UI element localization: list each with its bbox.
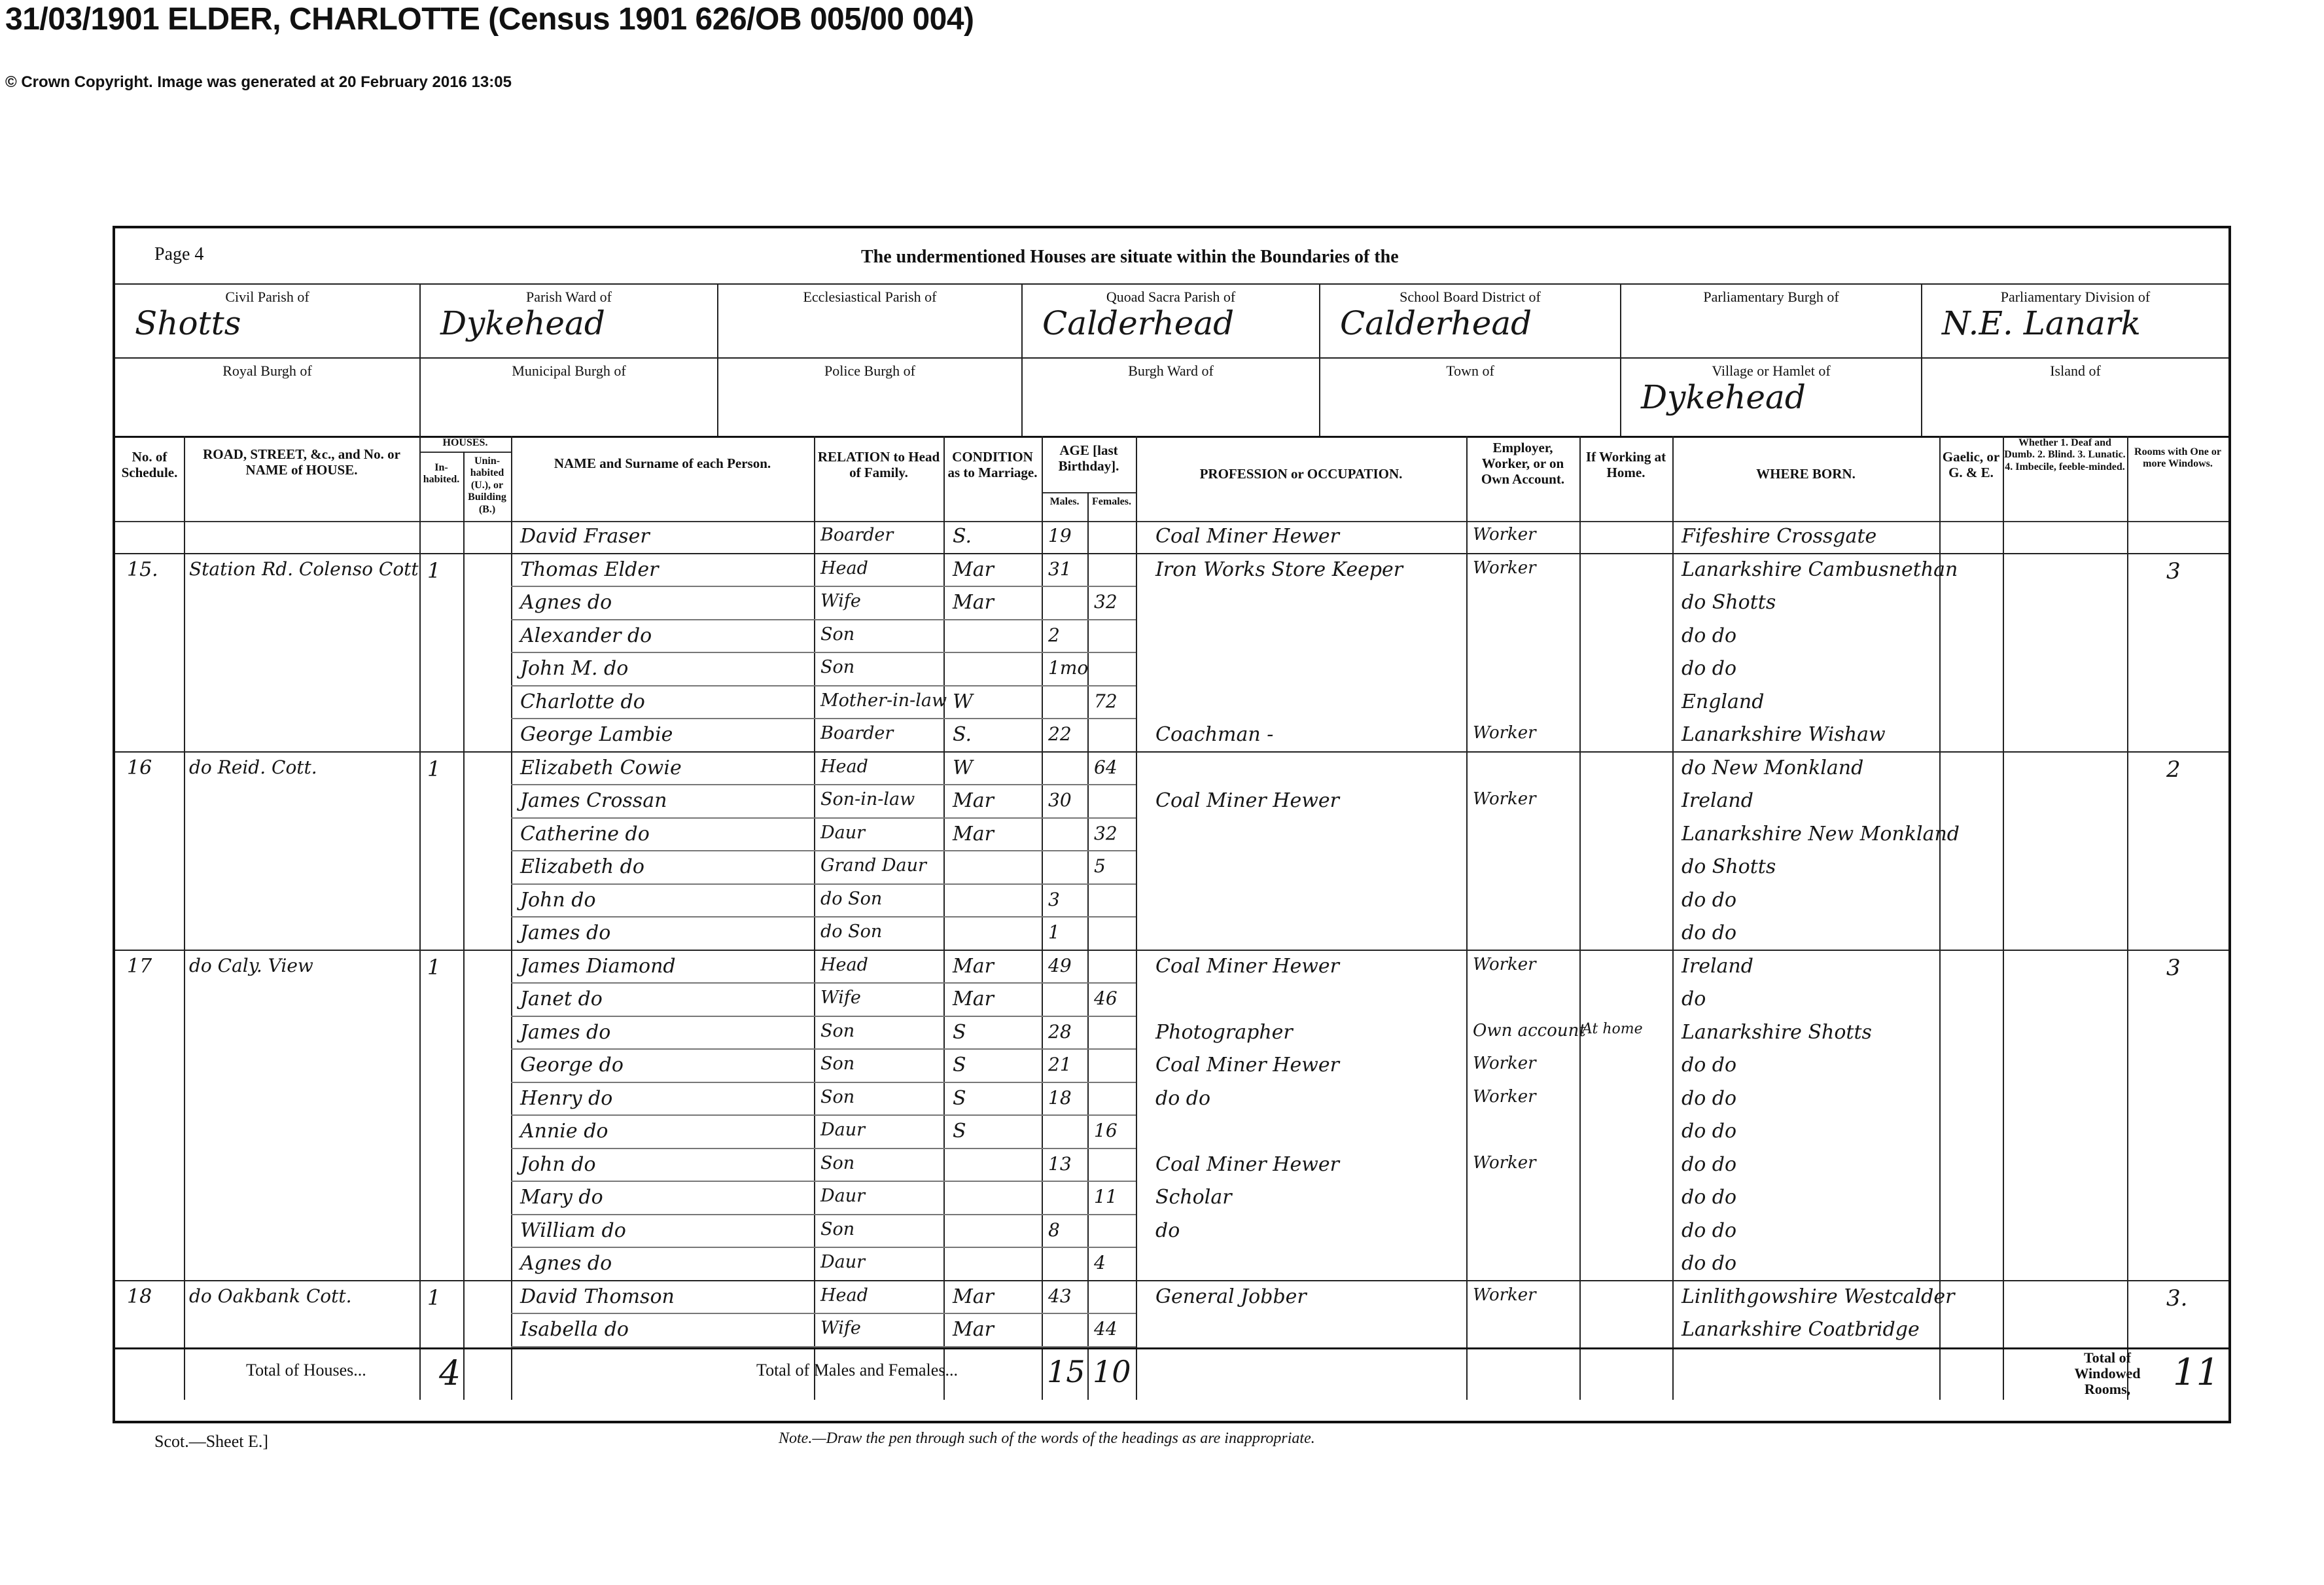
cell-relation: Boarder bbox=[820, 525, 894, 545]
cell-relation: Head bbox=[820, 1285, 868, 1306]
cell-where-born: do do bbox=[1681, 624, 1737, 647]
cell-occupation: Iron Works Store Keeper bbox=[1155, 558, 1403, 581]
table-row bbox=[115, 521, 2228, 554]
table-row bbox=[115, 1017, 2228, 1050]
cell-where-born: do bbox=[1681, 988, 1706, 1010]
cell-age-male: 1mo bbox=[1048, 657, 1089, 679]
cell-relation: Son bbox=[820, 624, 855, 645]
cell-condition: S. bbox=[953, 723, 972, 746]
register-field-value: N.E. Lanark bbox=[1942, 304, 2141, 342]
col-head-condition: CONDITION as to Marriage. bbox=[947, 449, 1038, 481]
col-head-where-born: WHERE BORN. bbox=[1756, 466, 1856, 482]
cell-where-born: Ireland bbox=[1681, 954, 1753, 978]
table-bottom-rule bbox=[115, 1347, 2228, 1349]
sheet-label: Scot.—Sheet E.] bbox=[154, 1432, 269, 1451]
cell-age-female: 46 bbox=[1094, 988, 1118, 1009]
cell-condition: Mar bbox=[953, 591, 994, 614]
cell-age-female: 72 bbox=[1094, 690, 1118, 712]
col-head-occupation: PROFESSION or OCCUPATION. bbox=[1199, 466, 1403, 482]
cell-condition: S bbox=[953, 1120, 966, 1143]
register-field-value: Shotts bbox=[135, 304, 241, 342]
table-row bbox=[115, 1215, 2228, 1249]
cell-name: George do bbox=[520, 1054, 624, 1077]
cell-relation: Grand Daur bbox=[820, 855, 926, 876]
cell-rooms: 3. bbox=[2166, 1285, 2188, 1311]
register-field-value: Calderhead bbox=[1042, 304, 1235, 342]
cell-schedule: 17 bbox=[127, 954, 152, 978]
page-label: Page 4 bbox=[154, 244, 204, 264]
cell-name: Charlotte do bbox=[520, 690, 645, 713]
cell-inhabited: 1 bbox=[427, 1285, 441, 1310]
cell-name: Agnes do bbox=[520, 1252, 612, 1275]
cell-schedule: 16 bbox=[127, 756, 152, 779]
register-field bbox=[115, 285, 419, 359]
cell-where-born: Fifeshire Crossgate bbox=[1681, 525, 1877, 548]
cell-occupation: Coal Miner Hewer bbox=[1155, 525, 1339, 548]
cell-rooms: 2 bbox=[2166, 756, 2181, 783]
census-sheet bbox=[113, 226, 2231, 1423]
cell-schedule: 18 bbox=[127, 1285, 152, 1308]
cell-where-born: do do bbox=[1681, 1186, 1737, 1209]
register-field bbox=[419, 359, 717, 437]
table-row bbox=[115, 719, 2228, 753]
cell-employer: Worker bbox=[1473, 954, 1536, 974]
cell-condition: Mar bbox=[953, 558, 994, 581]
cell-condition: W bbox=[953, 756, 973, 779]
col-head-working-home: If Working at Home. bbox=[1585, 449, 1666, 481]
register-field bbox=[717, 285, 1021, 359]
cell-rooms: 3 bbox=[2166, 954, 2181, 981]
cell-occupation: Photographer bbox=[1155, 1020, 1293, 1044]
cell-where-born: do do bbox=[1681, 888, 1737, 912]
cell-age-female: 64 bbox=[1094, 756, 1118, 778]
cell-relation: do Son bbox=[820, 921, 883, 942]
cell-name: William do bbox=[520, 1219, 626, 1242]
col-head-road: ROAD, STREET, &c., and No. or NAME of HOUSE. bbox=[203, 446, 400, 478]
cell-employer: Worker bbox=[1473, 1152, 1536, 1173]
table-row bbox=[115, 587, 2228, 620]
register-field-label: School Board District of bbox=[1400, 289, 1541, 305]
cell-schedule: 15. bbox=[127, 558, 158, 581]
register-field bbox=[1620, 285, 1921, 359]
register-field-label: Parliamentary Division of bbox=[2000, 289, 2151, 305]
register-field-value: Calderhead bbox=[1340, 304, 1532, 342]
cell-age-female: 16 bbox=[1094, 1120, 1118, 1141]
register-field-value: Dykehead bbox=[440, 304, 605, 342]
cell-relation: Wife bbox=[820, 591, 861, 611]
cell-name: James Diamond bbox=[520, 954, 676, 978]
register-row bbox=[115, 357, 2228, 437]
register-field-label: Ecclesiastical Parish of bbox=[803, 289, 937, 305]
col-head-uninhabited: Unin-habited (U.), or Building (B.) bbox=[468, 455, 506, 515]
col-head-name: NAME and Surname of each Person. bbox=[554, 455, 771, 471]
table-row bbox=[115, 1083, 2228, 1116]
register-field bbox=[1319, 359, 1620, 437]
cell-inhabited: 1 bbox=[427, 756, 441, 781]
col-head-females: Females. bbox=[1092, 496, 1131, 507]
table-row bbox=[115, 686, 2228, 720]
cell-condition: S bbox=[953, 1086, 966, 1110]
table-row bbox=[115, 1149, 2228, 1183]
household-rule bbox=[115, 553, 2228, 554]
table-row bbox=[115, 984, 2228, 1017]
cell-relation: Son bbox=[820, 1086, 855, 1107]
table-row bbox=[115, 819, 2228, 852]
total-houses-value: 4 bbox=[439, 1353, 461, 1393]
cell-occupation: Coal Miner Hewer bbox=[1155, 1054, 1339, 1077]
cell-employer: Worker bbox=[1473, 723, 1536, 743]
register-field-label: Island of bbox=[2050, 363, 2101, 379]
cell-name: Thomas Elder bbox=[520, 558, 659, 581]
cell-name: Agnes do bbox=[520, 591, 612, 614]
cell-occupation: do do bbox=[1155, 1086, 1211, 1110]
cell-where-born: England bbox=[1681, 690, 1765, 713]
register-field-label: Civil Parish of bbox=[225, 289, 309, 305]
cell-where-born: do do bbox=[1681, 1120, 1737, 1143]
cell-name: Isabella do bbox=[520, 1318, 629, 1341]
total-houses-label: Total of Houses... bbox=[246, 1360, 366, 1380]
table-row bbox=[115, 785, 2228, 819]
cell-age-female: 32 bbox=[1094, 591, 1118, 613]
col-head-age: AGE [last Birthday]. bbox=[1058, 442, 1119, 474]
table-row bbox=[115, 1314, 2228, 1347]
cell-inhabited: 1 bbox=[427, 558, 441, 583]
cell-name: John M. do bbox=[520, 657, 629, 680]
total-females-value: 10 bbox=[1093, 1353, 1131, 1389]
cell-relation: Daur bbox=[820, 822, 866, 843]
cell-name: James Crossan bbox=[520, 789, 667, 812]
cell-name: David Thomson bbox=[520, 1285, 675, 1308]
cell-condition: Mar bbox=[953, 1285, 994, 1308]
register-field-label: Burgh Ward of bbox=[1128, 363, 1214, 379]
cell-where-born: Lanarkshire Cambusnethan bbox=[1681, 558, 1958, 581]
register-field-label: Royal Burgh of bbox=[222, 363, 312, 379]
cell-condition: Mar bbox=[953, 1318, 994, 1341]
houses-subrule bbox=[419, 452, 511, 453]
table-row bbox=[115, 1281, 2228, 1315]
cell-name: John do bbox=[520, 888, 596, 912]
cell-relation: Son bbox=[820, 1020, 855, 1041]
boundary-heading: The undermentioned Houses are situate within the Boundaries of the bbox=[861, 247, 1399, 267]
register-field bbox=[717, 359, 1021, 437]
cell-where-born: do do bbox=[1681, 921, 1737, 944]
cell-relation: Son-in-law bbox=[820, 789, 915, 810]
total-persons-label: Total of Males and Females... bbox=[756, 1360, 958, 1380]
cell-name: John do bbox=[520, 1152, 596, 1176]
cell-employer: Worker bbox=[1473, 1054, 1536, 1073]
cell-name: David Fraser bbox=[520, 525, 650, 548]
cell-name: Alexander do bbox=[520, 624, 652, 647]
register-field-label: Village or Hamlet of bbox=[1712, 363, 1831, 379]
table-row bbox=[115, 1248, 2228, 1281]
table-row bbox=[115, 554, 2228, 588]
cell-employer: Worker bbox=[1473, 525, 1536, 544]
instruction-note: Note.—Draw the pen through such of the words of the headings as are inappropriate. bbox=[779, 1430, 1315, 1447]
cell-name: Elizabeth do bbox=[520, 855, 644, 878]
cell-relation: Head bbox=[820, 954, 868, 975]
cell-relation: Head bbox=[820, 558, 868, 579]
cell-condition: S bbox=[953, 1020, 966, 1044]
cell-age-male: 18 bbox=[1048, 1086, 1072, 1109]
table-row bbox=[115, 917, 2228, 951]
table-row bbox=[115, 1050, 2228, 1083]
register-field bbox=[1021, 285, 1319, 359]
total-males-value: 15 bbox=[1047, 1353, 1085, 1389]
cell-age-female: 44 bbox=[1094, 1318, 1118, 1340]
cell-age-male: 19 bbox=[1048, 525, 1072, 546]
cell-occupation: Coal Miner Hewer bbox=[1155, 1152, 1339, 1176]
total-rooms-label: Total of Windowed Rooms, bbox=[2074, 1349, 2141, 1397]
cell-age-male: 13 bbox=[1048, 1152, 1072, 1175]
register-field bbox=[1921, 359, 2228, 437]
cell-name: Catherine do bbox=[520, 822, 650, 846]
cell-occupation: General Jobber bbox=[1155, 1285, 1307, 1308]
register-field bbox=[1921, 285, 2228, 359]
cell-relation: Son bbox=[820, 1054, 855, 1074]
cell-age-male: 28 bbox=[1048, 1020, 1072, 1042]
cell-where-born: Ireland bbox=[1681, 789, 1753, 812]
cell-relation: Head bbox=[820, 756, 868, 777]
cell-road: do Oakbank Cott. bbox=[189, 1285, 352, 1307]
register-row bbox=[115, 283, 2228, 359]
cell-name: Janet do bbox=[520, 988, 603, 1010]
col-head-males: Males. bbox=[1049, 496, 1080, 507]
register-field bbox=[419, 285, 717, 359]
register-field bbox=[1319, 285, 1620, 359]
register-field bbox=[115, 359, 419, 437]
cell-condition: Mar bbox=[953, 954, 994, 978]
cell-relation: Daur bbox=[820, 1186, 866, 1206]
cell-occupation: Coachman - bbox=[1155, 723, 1274, 746]
table-row bbox=[115, 620, 2228, 654]
register-field-label: Parish Ward of bbox=[525, 289, 612, 305]
table-row bbox=[115, 851, 2228, 885]
age-subrule bbox=[1042, 492, 1136, 493]
col-head-schedule: No. of Schedule. bbox=[121, 449, 178, 481]
cell-where-born: Lanarkshire Wishaw bbox=[1681, 723, 1886, 746]
col-head-employer: Employer, Worker, or on Own Account. bbox=[1481, 440, 1565, 488]
cell-where-born: do do bbox=[1681, 1054, 1737, 1077]
cell-condition: Mar bbox=[953, 789, 994, 812]
table-row bbox=[115, 653, 2228, 686]
table-row bbox=[115, 951, 2228, 984]
cell-where-born: do Shotts bbox=[1681, 855, 1776, 878]
cell-condition: Mar bbox=[953, 822, 994, 846]
cell-name: James do bbox=[520, 921, 611, 944]
cell-name: George Lambie bbox=[520, 723, 673, 746]
cell-age-female: 32 bbox=[1094, 822, 1118, 844]
cell-relation: Daur bbox=[820, 1252, 866, 1272]
table-row bbox=[115, 1116, 2228, 1149]
col-head-gaelic: Gaelic, or G. & E. bbox=[1942, 449, 2000, 481]
cell-relation: Son bbox=[820, 1219, 855, 1239]
cell-relation: Wife bbox=[820, 1318, 861, 1338]
cell-age-male: 49 bbox=[1048, 954, 1072, 976]
cell-relation: Daur bbox=[820, 1120, 866, 1140]
cell-where-born: do do bbox=[1681, 1086, 1737, 1110]
cell-where-born: do Shotts bbox=[1681, 591, 1776, 614]
cell-age-male: 1 bbox=[1048, 921, 1060, 943]
household-rule bbox=[115, 751, 2228, 753]
record-title: 31/03/1901 ELDER, CHARLOTTE (Census 1901 626/OB 005/00 004) bbox=[5, 2, 974, 37]
cell-road: do Reid. Cott. bbox=[189, 756, 317, 778]
col-head-rooms: Rooms with One or more Windows. bbox=[2134, 446, 2221, 470]
cell-condition: Mar bbox=[953, 988, 994, 1010]
cell-age-male: 3 bbox=[1048, 888, 1060, 910]
cell-employer: Worker bbox=[1473, 558, 1536, 578]
cell-age-male: 22 bbox=[1048, 723, 1072, 745]
cell-working-home: At home bbox=[1582, 1020, 1643, 1037]
cell-where-born: do do bbox=[1681, 1219, 1737, 1242]
cell-condition: S bbox=[953, 1054, 966, 1077]
col-head-houses: HOUSES. bbox=[442, 437, 488, 448]
cell-name: Henry do bbox=[520, 1086, 613, 1110]
cell-inhabited: 1 bbox=[427, 954, 441, 980]
cell-name: Mary do bbox=[520, 1186, 603, 1209]
cell-age-female: 4 bbox=[1094, 1252, 1106, 1273]
cell-name: Elizabeth Cowie bbox=[520, 756, 682, 779]
cell-where-born: Linlithgowshire Westcalder bbox=[1681, 1285, 1955, 1308]
cell-age-male: 8 bbox=[1048, 1219, 1060, 1241]
cell-where-born: do New Monkland bbox=[1681, 756, 1864, 779]
cell-condition: W bbox=[953, 690, 973, 713]
cell-name: Annie do bbox=[520, 1120, 608, 1143]
cell-employer: Worker bbox=[1473, 789, 1536, 809]
register-field bbox=[1021, 359, 1319, 437]
cell-age-male: 2 bbox=[1048, 624, 1060, 646]
cell-age-female: 5 bbox=[1094, 855, 1106, 877]
col-head-inhabited: In-habited. bbox=[423, 462, 460, 486]
register-field bbox=[1620, 359, 1921, 437]
cell-where-born: do do bbox=[1681, 1252, 1737, 1275]
cell-age-female: 11 bbox=[1094, 1186, 1118, 1207]
cell-where-born: Lanarkshire Coatbridge bbox=[1681, 1318, 1920, 1341]
table-row bbox=[115, 885, 2228, 918]
register-field-label: Municipal Burgh of bbox=[512, 363, 626, 379]
cell-employer: Worker bbox=[1473, 1086, 1536, 1107]
cell-occupation: do bbox=[1155, 1219, 1180, 1242]
cell-relation: Son bbox=[820, 657, 855, 677]
cell-relation: Son bbox=[820, 1152, 855, 1173]
register-field-label: Police Burgh of bbox=[824, 363, 915, 379]
cell-age-male: 31 bbox=[1048, 558, 1072, 580]
cell-road: Station Rd. Colenso Cott bbox=[189, 558, 419, 580]
cell-employer: Worker bbox=[1473, 1285, 1536, 1305]
cell-name: James do bbox=[520, 1020, 611, 1044]
table-row bbox=[115, 753, 2228, 786]
col-head-relation: RELATION to Head of Family. bbox=[817, 449, 940, 481]
cell-age-male: 43 bbox=[1048, 1285, 1072, 1307]
cell-relation: Boarder bbox=[820, 723, 894, 743]
cell-road: do Caly. View bbox=[189, 954, 313, 976]
cell-relation: do Son bbox=[820, 888, 883, 909]
cell-occupation: Scholar bbox=[1155, 1186, 1232, 1209]
register-field-label: Parliamentary Burgh of bbox=[1703, 289, 1839, 305]
household-rule bbox=[115, 1280, 2228, 1281]
cell-relation: Mother-in-law bbox=[820, 690, 947, 711]
cell-occupation: Coal Miner Hewer bbox=[1155, 789, 1339, 812]
register-field-value: Dykehead bbox=[1641, 378, 1806, 416]
table-row bbox=[115, 1182, 2228, 1215]
register-field-label: Quoad Sacra Parish of bbox=[1106, 289, 1236, 305]
col-head-infirmities: Whether 1. Deaf and Dumb. 2. Blind. 3. Lunatic. 4. Imbecile, feeble-minded. bbox=[2004, 437, 2126, 472]
cell-where-born: Lanarkshire New Monkland bbox=[1681, 822, 1960, 846]
register-field-label: Town of bbox=[1446, 363, 1494, 379]
total-rooms-value: 11 bbox=[2173, 1351, 2220, 1394]
cell-rooms: 3 bbox=[2166, 558, 2181, 584]
household-rule bbox=[115, 950, 2228, 951]
cell-age-male: 30 bbox=[1048, 789, 1072, 811]
cell-employer: Own account bbox=[1473, 1020, 1586, 1041]
cell-relation: Wife bbox=[820, 988, 861, 1008]
cell-age-male: 21 bbox=[1048, 1054, 1072, 1075]
copyright-notice: © Crown Copyright. Image was generated at 20 February 2016 13:05 bbox=[5, 73, 512, 91]
cell-condition: S. bbox=[953, 525, 972, 548]
cell-where-born: Lanarkshire Shotts bbox=[1681, 1020, 1872, 1044]
cell-occupation: Coal Miner Hewer bbox=[1155, 954, 1339, 978]
cell-where-born: do do bbox=[1681, 1152, 1737, 1176]
cell-where-born: do do bbox=[1681, 657, 1737, 680]
